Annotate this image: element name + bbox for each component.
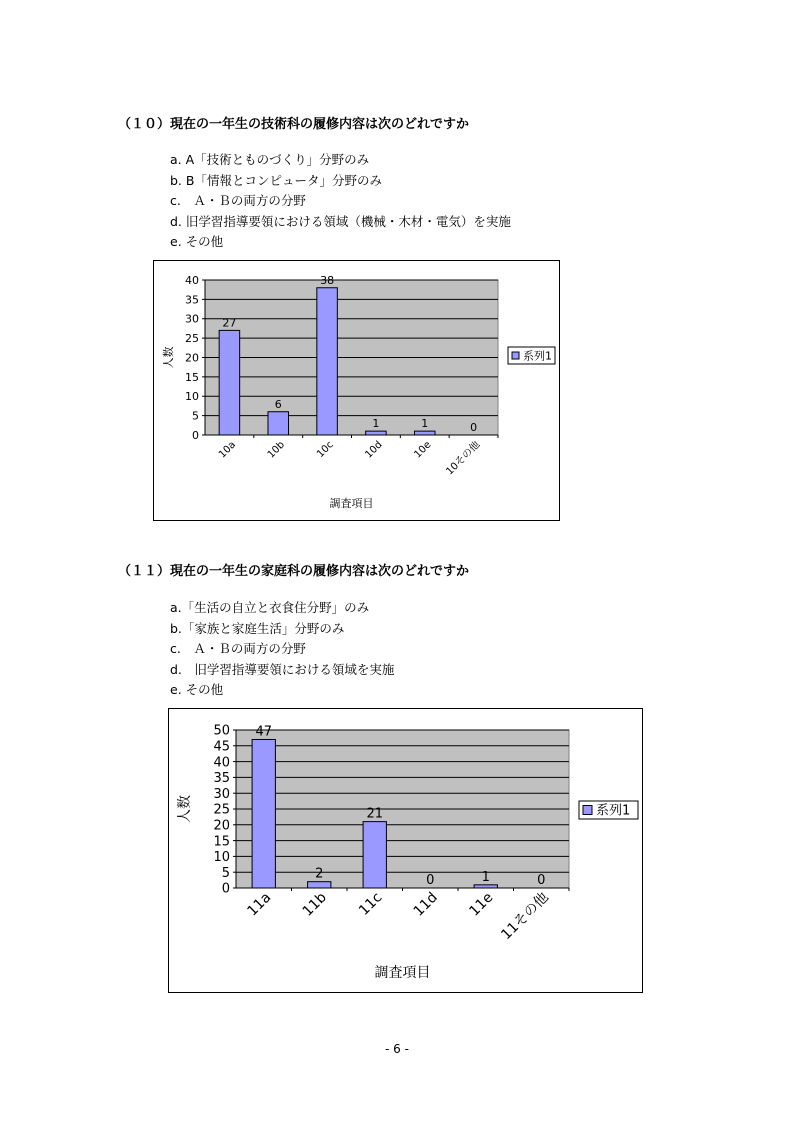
chart11-y-tick-label: 45 (213, 739, 230, 755)
chart10-data-label: 27 (222, 316, 237, 330)
chart11-y-tick-label: 30 (213, 786, 230, 802)
chart10-y-tick-label: 35 (185, 293, 199, 307)
chart-11 (168, 708, 643, 993)
chart11-x-tick-label: 11e (466, 889, 497, 920)
chart10-x-tick-label: 10その他 (444, 439, 483, 478)
chart10-y-tick-label: 5 (192, 409, 199, 423)
chart11-data-label: 0 (537, 873, 546, 888)
chart10-data-label: 38 (320, 273, 335, 287)
chart10-data-label: 6 (274, 397, 282, 411)
chart10-bar-10a (219, 330, 240, 435)
chart11-data-label: 0 (426, 873, 435, 888)
section-11-title: （１１）現在の一年生の家庭科の履修内容は次のどれですか (118, 564, 470, 579)
chart11-y-tick-label: 10 (213, 850, 230, 866)
chart11-x-tick-label: 11b (299, 889, 330, 920)
chart10-data-label: 1 (421, 417, 429, 431)
chart10-x-tick-label: 10e (412, 439, 434, 461)
option-11b: b.「家族と家庭生活」分野のみ (170, 620, 345, 636)
chart10-data-label: 0 (470, 421, 478, 434)
chart11-y-tick-label: 5 (221, 865, 230, 881)
chart10-y-tick-label: 15 (185, 370, 199, 384)
chart10-legend-swatch (512, 352, 519, 359)
chart11-y-tick-label: 50 (213, 723, 230, 739)
chart11-y-tick-label: 15 (213, 834, 230, 850)
chart-10 (153, 260, 560, 521)
chart11-data-label: 1 (481, 869, 490, 885)
option-11c: c. Ａ・Ｂの両方の分野 (170, 641, 306, 656)
chart11-legend-swatch (583, 806, 592, 815)
section-11-options (170, 598, 394, 701)
chart10-y-tick-label: 0 (192, 428, 199, 442)
chart11-x-tick-label: 11c (356, 889, 386, 919)
chart10-data-label: 1 (372, 417, 380, 431)
option-11e: e. その他 (170, 682, 224, 697)
option-10b: b. B「情報とコンピュータ」分野のみ (170, 172, 382, 188)
option-10c: c. Ａ・Ｂの両方の分野 (170, 193, 306, 208)
chart11-x-tick-label: 11その他 (498, 889, 552, 944)
chart11-y-tick-label: 0 (221, 881, 230, 897)
option-11d: d. 旧学習指導要領における領域を実施 (170, 661, 395, 677)
chart-10-svg (154, 261, 559, 520)
section-10-title: （１０）現在の一年生の技術科の履修内容は次のどれですか (118, 117, 470, 132)
chart11-y-tick-label: 40 (213, 755, 230, 771)
chart11-x-axis-title: 調査項目 (374, 965, 431, 981)
option-10e: e. その他 (170, 234, 224, 249)
chart11-x-tick-label: 11a (244, 889, 275, 920)
chart10-y-tick-label: 10 (185, 390, 199, 404)
chart10-x-tick-label: 10c (315, 439, 336, 461)
chart10-bar-10d (366, 431, 387, 435)
chart10-y-tick-label: 30 (185, 312, 199, 326)
page-number: - 6 - (385, 1042, 409, 1056)
chart11-data-label: 2 (315, 866, 324, 882)
chart10-legend-label: 系列1 (523, 349, 552, 363)
chart10-bar-10c (317, 288, 338, 435)
chart11-data-label: 21 (366, 806, 384, 822)
chart11-y-tick-label: 25 (213, 802, 230, 818)
chart10-bar-10b (268, 412, 289, 435)
chart10-x-tick-label: 10a (217, 439, 239, 461)
chart11-bar-11e (474, 885, 497, 888)
chart11-x-tick-label: 11d (410, 889, 441, 920)
chart11-bar-11a (252, 739, 275, 888)
chart11-bar-11b (308, 882, 331, 888)
chart10-x-tick-label: 10d (363, 439, 385, 461)
chart11-y-axis-title: 人数 (177, 795, 193, 823)
option-11a: a.「生活の自立と衣食住分野」のみ (170, 600, 370, 615)
chart11-y-tick-label: 20 (213, 818, 230, 834)
chart10-bar-10e (414, 431, 435, 435)
chart10-y-tick-label: 25 (185, 332, 199, 346)
chart11-y-tick-label: 35 (213, 771, 230, 787)
chart11-bar-11c (363, 822, 386, 888)
option-10d: d. 旧学習指導要領における領域（機械・木材・電気）を実施 (170, 213, 511, 229)
chart10-x-axis-title: 調査項目 (329, 497, 374, 510)
chart11-legend-label: 系列1 (596, 803, 631, 819)
option-10a: a. A「技術とものづくり」分野のみ (170, 152, 370, 167)
chart11-data-label: 47 (255, 724, 273, 740)
chart10-y-tick-label: 20 (185, 351, 199, 365)
section-10-options (170, 150, 511, 253)
chart10-y-tick-label: 40 (185, 273, 199, 287)
chart10-y-axis-title: 人数 (162, 346, 175, 369)
chart-11-svg (169, 709, 642, 992)
chart10-x-tick-label: 10b (265, 439, 287, 461)
